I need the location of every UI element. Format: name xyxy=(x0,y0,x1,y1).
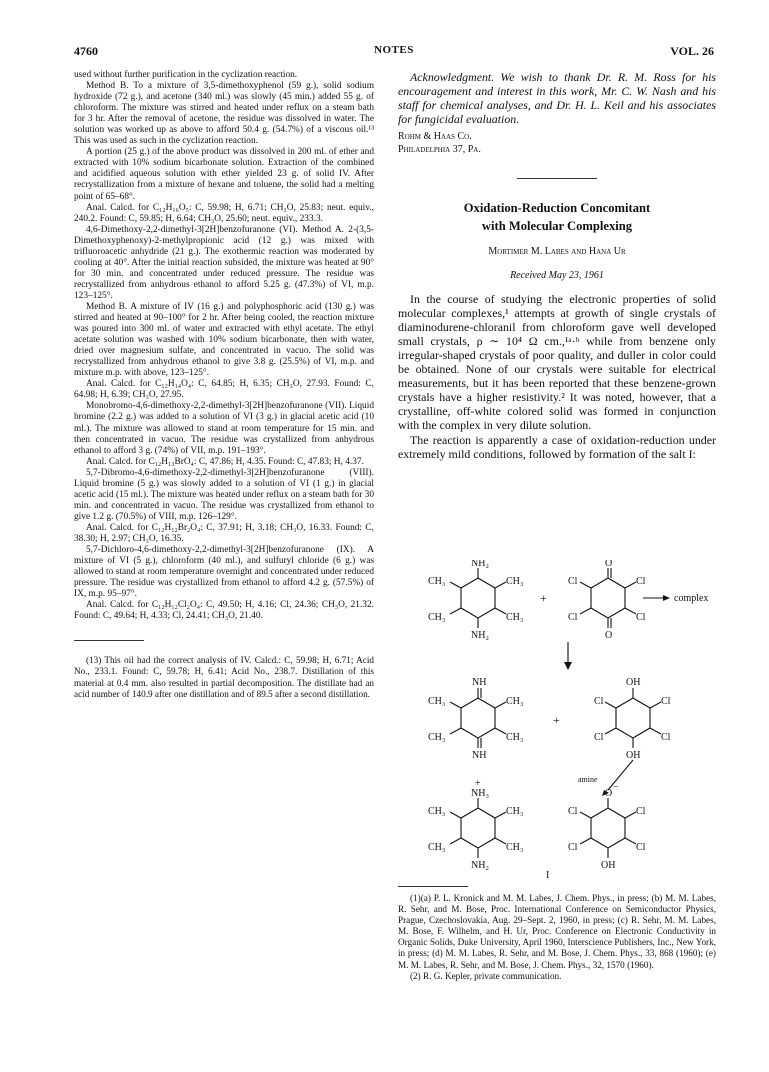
paragraph: 5,7-Dichloro-4,6-dimethoxy-2,2-dimethyl-3[2H]benzofuranone (IX). A mixture of VI (5 g.), chloroform (40 ml.), and sulfuryl chloride (6 g.) was allowed to stand at room temperature overnight and concentrated under reduced pressure. The residue was crystallized from ethanol to afford 4.2 g. (57.5%) of IX, m.p. 95–97°. xyxy=(74,545,374,600)
chlorine-label: Cl xyxy=(594,696,604,707)
methyl-label: CH₃ xyxy=(428,696,446,707)
compound-label: I xyxy=(546,870,550,880)
hydroxyl-label: OH xyxy=(601,860,616,871)
plus-sign: + xyxy=(553,713,560,727)
section-name: NOTES xyxy=(374,44,414,56)
amino-label: NH₂ xyxy=(471,560,489,569)
benzene-ring xyxy=(461,808,495,848)
paragraph: Monobromo-4,6-dimethoxy-2,2-dimethyl-3[2H]benzofuranone (VII). Liquid bromine (2.2 g.) was added to a solution of VI (3 g.) in glacial acetic acid (10 ml.). The mixture was allowed to stand at room temperature for 15 min. and then concentrated in vacuo. The residue was crystallized from anhydrous ethanol to afford 3 g. (74%) of VII, m.p. 191–193°. xyxy=(74,401,374,456)
benzene-ring xyxy=(591,808,625,848)
acknowledgment: Acknowledgment. We wish to thank Dr. R. M. Ross for his encouragement and interest in this work, Mr. C. W. Nash and his staff for chemical analyses, and Dr. H. L. Keil and his associates for fungicidal evaluation. xyxy=(398,70,716,127)
chlorine-label: Cl xyxy=(568,806,578,817)
authors: Mortimer M. Labes and Hana Ur xyxy=(488,246,626,258)
article-title: with Molecular Complexing xyxy=(481,219,633,234)
ammonium-label: NH₃ xyxy=(471,788,489,799)
quinone-ring xyxy=(591,578,625,618)
imino-label: NH xyxy=(472,677,487,688)
right-column xyxy=(398,70,716,461)
minus-charge: − xyxy=(613,782,619,793)
chlorine-label: Cl xyxy=(568,612,578,623)
plus-charge: + xyxy=(475,778,481,789)
methyl-label: CH₃ xyxy=(506,842,524,853)
methyl-label: CH₃ xyxy=(506,696,524,707)
paragraph: used without further purification in the cyclization reaction. xyxy=(74,70,298,80)
paragraph: Anal. Calcd. for C₁₂H₁₄O₄: C, 64.85; H, 6.35; CH₃O, 27.93. Found: C, 64.98; H, 6.39; CH₃O, 27.95. xyxy=(74,379,374,401)
oxygen-label: O xyxy=(605,630,613,641)
benzene-ring xyxy=(461,578,495,618)
paragraph: Anal. Calcd. for C₁₂H₁₂Cl₂O₄: C, 49.50; H, 4.16; Cl, 24.36; CH₃O, 21.32. Found: C, 49.64; H, 4.33; Cl, 24.41; CH₃O, 21.40. xyxy=(74,600,374,622)
volume-number: VOL. 26 xyxy=(670,44,714,58)
amino-label: NH₂ xyxy=(471,860,489,871)
methyl-label: CH₃ xyxy=(506,576,524,587)
methyl-label: CH₃ xyxy=(428,732,446,743)
hydroxyl-label: OH xyxy=(626,750,641,761)
paragraph: Anal. Calcd. for C₁₂H₁₂Br₂O₄: C, 37.91; H, 3.18; CH₃O, 16.33. Found: C, 38.30; H, 2.97; CH₃O, 16.35. xyxy=(74,522,374,544)
methyl-label: CH₃ xyxy=(428,576,446,587)
article-title: Oxidation-Reduction Concomitant xyxy=(463,201,651,216)
footnote-divider xyxy=(398,886,468,887)
chlorine-label: Cl xyxy=(568,842,578,853)
reaction-scheme xyxy=(398,560,716,880)
chlorine-label: Cl xyxy=(636,612,646,623)
arrow-head xyxy=(663,595,670,601)
arrow-head xyxy=(564,662,572,670)
paragraph: Method B. A mixture of IV (16 g.) and polyphosphoric acid (130 g.) was stirred and heated at 90–100° for 2 hr. After being cooled, the reaction mixture was poured into 300 ml. of water and extracted with ethyl acetate. The ethyl acetate solution was washed with 10% sodium bicarbonate, then with water, dried over magnesium sulfate, and concentrated in vacuo. The solid was recrystallized from anhydrous ethanol to give 3.8 g. (25.5%) of VI, m.p. and mixture m.p. with above, 123–125°. xyxy=(74,301,374,379)
chlorine-label: Cl xyxy=(594,732,604,743)
methyl-label: CH₃ xyxy=(428,806,446,817)
complex-label: complex xyxy=(674,593,709,604)
methyl-label: CH₃ xyxy=(506,806,524,817)
chlorine-label: Cl xyxy=(661,696,671,707)
footnote-13: (13) This oil had the correct analysis of IV. Calcd.: C, 59.98; H, 6.71; Acid No., 233.1. Found: C, 59.78; H, 6.41; Acid No., 238.7. Distillation of this material at 0.4 mm. also resulted in partial decomposition. The distillate had an acid number of 140.9 after one distillation and of 89.5 after a second distillation. xyxy=(74,655,374,699)
affiliation-line: Rohm & Haas Co. xyxy=(398,131,472,143)
imino-label: NH xyxy=(472,750,487,761)
chlorine-label: Cl xyxy=(568,576,578,587)
hydroxyl-label: OH xyxy=(626,677,641,688)
paragraph: 5,7-Dibromo-4,6-dimethoxy-2,2-dimethyl-3[2H]benzofuranone (VIII). Liquid bromine (5 g.) was slowly added to a solution of VI (1 g.) in glacial acetic acid (15 ml.). The mixture was heated under reflux on a steam bath for 30 min. and concentrated in vacuo. The residue was crystallized from ethanol to give 1.2 g. (70.5%) of VIII, m.p. 126–129°. xyxy=(74,467,375,522)
received-date: Received May 23, 1961 xyxy=(510,270,604,282)
article-divider xyxy=(517,178,597,179)
chlorine-label: Cl xyxy=(636,576,646,587)
page-number: 4760 xyxy=(74,44,98,58)
left-column xyxy=(74,70,374,700)
chlorine-label: Cl xyxy=(636,806,646,817)
methyl-label: CH₃ xyxy=(428,612,446,623)
right-footnotes xyxy=(398,886,716,982)
paragraph: Anal. Calcd. for C₁₂H₁₃BrO₄: C, 47.86; H, 4.35. Found: C, 47.83; H, 4.37. xyxy=(86,456,364,467)
affiliation-line: Philadelphia 37, Pa. xyxy=(398,144,481,156)
chlorine-label: Cl xyxy=(661,732,671,743)
paragraph: 4,6-Dimethoxy-2,2-dimethyl-3[2H]benzofuranone (VI). Method A. 2-(3,5-Dimethoxyphenoxy)-2-methylpropionic acid (12 g.) was mixed with trifluoroacetic anhydride (21 g.). The exothermic reaction was moderated by cooling at 40°. After the initial reaction subsided, the mixture was heated at 90° for 30 min. and concentrated under reduced pressure. The residue was recrystallized from anhydrous ethanol to afford 5.25 g. (47.3%) of VI, m.p. 123–125°. xyxy=(74,224,374,301)
footnote-1: (1)(a) P. L. Kronick and M. M. Labes, J. Chem. Phys., in press; (b) M. M. Labes, R. Sehr, and M. Bose, Proc. International Conference on Semiconductor Physics, Prague, Czechoslovakia, Aug. 29–Sept. 2, 1960, in press; (c) R. Sehr, M. M. Labes, M. Bose, F. Wilhelm, and H. Ur, Proc. Conference on Electronic Conductivity in Organic Solids, Duke University, April 1960, Interscience Publishers, Inc., New York, in press; (d) M. M. Labes, R. Sehr, and M. Bose, J. Chem. Phys., 33, 868 (1960); (e) M. M. Labes, R. Sehr, and M. Bose, J. Chem. Phys., 32, 1570 (1960). xyxy=(398,893,716,970)
amine-label: amine xyxy=(578,775,598,784)
footnote-2: (2) R. G. Kepler, private communication. xyxy=(410,970,562,981)
plus-sign: + xyxy=(540,591,547,605)
benzene-ring xyxy=(461,698,495,738)
paragraph: Method B. To a mixture of 3,5-dimethoxyphenol (59 g.), solid sodium hydroxide (72 g.), and acetone (340 ml.) was slowly (45 min.) added 55 g. of chloroform. The mixture was stirred and heated under reflux on a steam bath for 3 hr. After the removal of acetone, the residue was dissolved in water. The solution was worked up as above to afford 50.4 g. (54.7%) of a viscous oil.¹³ This was used as such in the cyclization reaction. xyxy=(74,81,374,147)
paragraph: The reaction is apparently a case of oxidation-reduction under extremely mild conditions, followed by formation of the salt I: xyxy=(398,432,716,461)
running-header xyxy=(74,44,714,60)
paragraph: In the course of studying the electronic properties of solid molecular complexes,¹ attempts at growth of single crystals of diaminodurene-chloranil from chloroform gave well developed small crystals, ρ ∼ 10⁴ Ω cm.,¹ᵃ·ᵇ while from benzene only irregular-shaped crystals of poor quality, and duller in color could be obtained. None of our crystals were suitable for electrical measurements, but it has been reported that these benzene-grown crystals have a higher resistivity.² It was noted, however, that a crystalline, off-white colored solid was formed in conjunction with the complex in very dilute solution. xyxy=(398,291,716,433)
paragraph: A portion (25 g.) of the above product was dissolved in 200 ml. of ether and extracted with 10% sodium bicarbonate solution. Extraction of the combined and acidified aqueous solution with ether yielded 23 g. of solid IV. After recrystallization from a mixture of hexane and toluene, the solid had a melting point of 65–68°. xyxy=(74,147,374,202)
amino-label: NH₂ xyxy=(471,630,489,641)
paragraph: Anal. Calcd. for C₁₂H₁₆O₅: C, 59.98; H, 6.71; CH₃O, 25.83; neut. equiv., 240.2. Found: C, 59.85; H, 6.64; CH₃O, 25.60; neut. equiv., 233.3. xyxy=(74,202,374,224)
methyl-label: CH₃ xyxy=(506,612,524,623)
chlorine-label: Cl xyxy=(636,842,646,853)
oxygen-label: O xyxy=(605,560,613,569)
benzene-ring xyxy=(616,698,650,738)
oxide-label: O xyxy=(605,788,613,799)
methyl-label: CH₃ xyxy=(428,842,446,853)
methyl-label: CH₃ xyxy=(506,732,524,743)
footnote-divider xyxy=(74,640,144,641)
